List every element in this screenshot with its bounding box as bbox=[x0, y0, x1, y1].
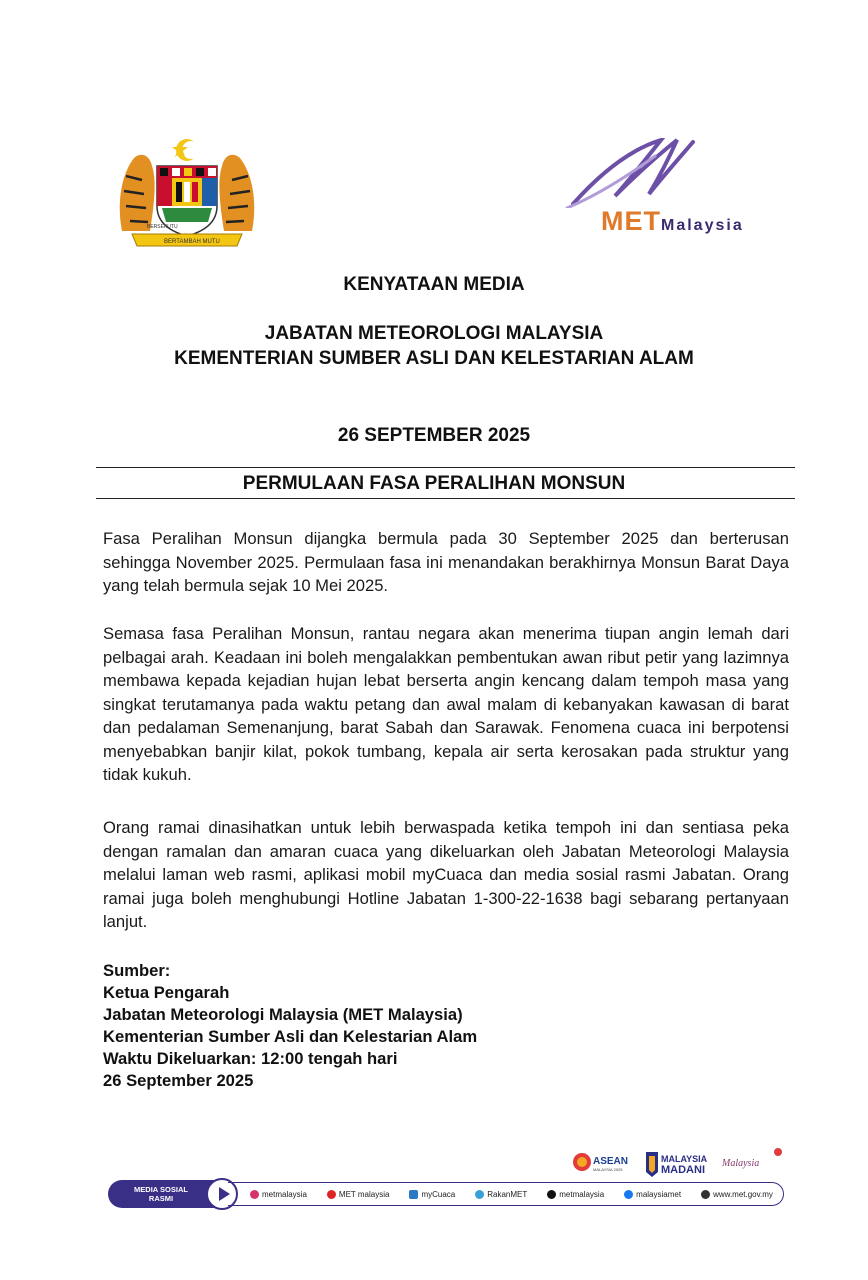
svg-text:BERTAMBAH MUTU: BERTAMBAH MUTU bbox=[164, 239, 220, 245]
social-links bbox=[228, 1182, 784, 1206]
source-line: Ketua Pengarah bbox=[103, 983, 230, 1002]
malaysia-coat-of-arms-icon bbox=[112, 136, 262, 251]
source-line: Sumber: bbox=[103, 961, 171, 980]
source-line: Jabatan Meteorologi Malaysia (MET Malaysia) bbox=[103, 1005, 463, 1024]
source-line: Kementerian Sumber Asli dan Kelestarian Alam bbox=[103, 1027, 478, 1046]
social-instagram[interactable]: metmalaysia bbox=[250, 1190, 307, 1199]
met-brand-main: MET bbox=[601, 206, 661, 236]
svg-text:MALAYSIA: MALAYSIA bbox=[661, 1154, 708, 1164]
met-malaysia-logo-icon bbox=[565, 138, 785, 208]
rakanmet-icon bbox=[475, 1190, 484, 1199]
paragraph-1: Fasa Peralihan Monsun dijangka bermula pada 30 September 2025 dan berterusan sehingga November 2025. Permulaan fasa ini menandakan berakhirnya Monsun Barat Daya yang telah bermula sejak 10 Mei 2025. bbox=[103, 529, 789, 595]
social-x[interactable]: metmalaysia bbox=[547, 1190, 604, 1199]
youtube-icon bbox=[327, 1190, 336, 1199]
press-release-title: PERMULAAN FASA PERALIHAN MONSUN bbox=[242, 473, 626, 494]
ministry-heading: KEMENTERIAN SUMBER ASLI DAN KELESTARIAN ALAM bbox=[174, 348, 694, 369]
svg-text:MALAYSIA 2025: MALAYSIA 2025 bbox=[593, 1167, 623, 1172]
source-block bbox=[103, 960, 477, 1092]
social-youtube[interactable]: MET malaysia bbox=[327, 1190, 390, 1199]
document-date: 26 SEPTEMBER 2025 bbox=[337, 425, 531, 446]
title-divider-bottom bbox=[96, 498, 795, 499]
social-website[interactable]: www.met.gov.my bbox=[701, 1190, 773, 1199]
instagram-icon bbox=[250, 1190, 259, 1199]
paragraph-3: Orang ramai dinasihatkan untuk lebih berwaspada ketika tempoh ini dan sentiasa peka dengan ramalan dan amaran cuaca yang dikeluarkan oleh Jabatan Meteorologi Malaysia melalui laman web rasmi, aplikasi mobil myCuaca dan media sosial rasmi Jabatan. Orang ramai juga boleh menghubungi Hotline Jabatan 1-300-22-1638 bagi sebarang pertanyaan lanjut. bbox=[103, 818, 789, 931]
document-label: KENYATAAN MEDIA bbox=[343, 274, 525, 295]
title-divider-top bbox=[96, 467, 795, 468]
facebook-icon bbox=[624, 1190, 633, 1199]
svg-text:ASEAN: ASEAN bbox=[593, 1156, 629, 1167]
social-facebook[interactable]: malaysiamet bbox=[624, 1190, 681, 1199]
social-mycuaca[interactable]: myCuaca bbox=[409, 1190, 455, 1199]
svg-text:Malaysia: Malaysia bbox=[722, 1158, 760, 1169]
coat-of-arms-logo bbox=[112, 136, 262, 251]
partner-logos-icon bbox=[572, 1144, 787, 1184]
department-heading: JABATAN METEOROLOGI MALAYSIA bbox=[264, 323, 604, 344]
x-icon bbox=[547, 1190, 556, 1199]
social-media-bar bbox=[108, 1180, 784, 1208]
social-media-label: MEDIA SOSIAL RASMI bbox=[108, 1180, 214, 1208]
footer-partner-logos bbox=[572, 1144, 787, 1184]
social-rakanmet[interactable]: RakanMET bbox=[475, 1190, 527, 1199]
met-brand-suffix: Malaysia bbox=[661, 217, 744, 234]
svg-text:MADANI: MADANI bbox=[661, 1164, 705, 1176]
svg-text:BERSEKUTU: BERSEKUTU bbox=[147, 224, 178, 230]
source-line: Waktu Dikeluarkan: 12:00 tengah hari bbox=[103, 1049, 398, 1068]
paragraph-2: Semasa fasa Peralihan Monsun, rantau negara akan menerima tiupan angin lemah dari pelbagai arah. Keadaan ini boleh mengalakkan pembentukan awan ribut petir yang lazimnya membawa kepada kejadian hujan lebat berserta angin kencang dalam tempoh masa yang singkat terutamanya pada waktu petang dan awal malam di kebanyakan kawasan di barat dan pedalaman Semenanjung, barat Sabah dan Sarawak. Fenomena cuaca ini berpotensi menyebabkan banjir kilat, pokok tumbang, kepala air serta kerosakan pada struktur yang tidak kukuh. bbox=[103, 624, 789, 784]
web-icon bbox=[701, 1190, 710, 1199]
source-line: 26 September 2025 bbox=[103, 1071, 254, 1090]
mycuaca-icon bbox=[409, 1190, 418, 1199]
met-malaysia-logo bbox=[565, 138, 785, 238]
